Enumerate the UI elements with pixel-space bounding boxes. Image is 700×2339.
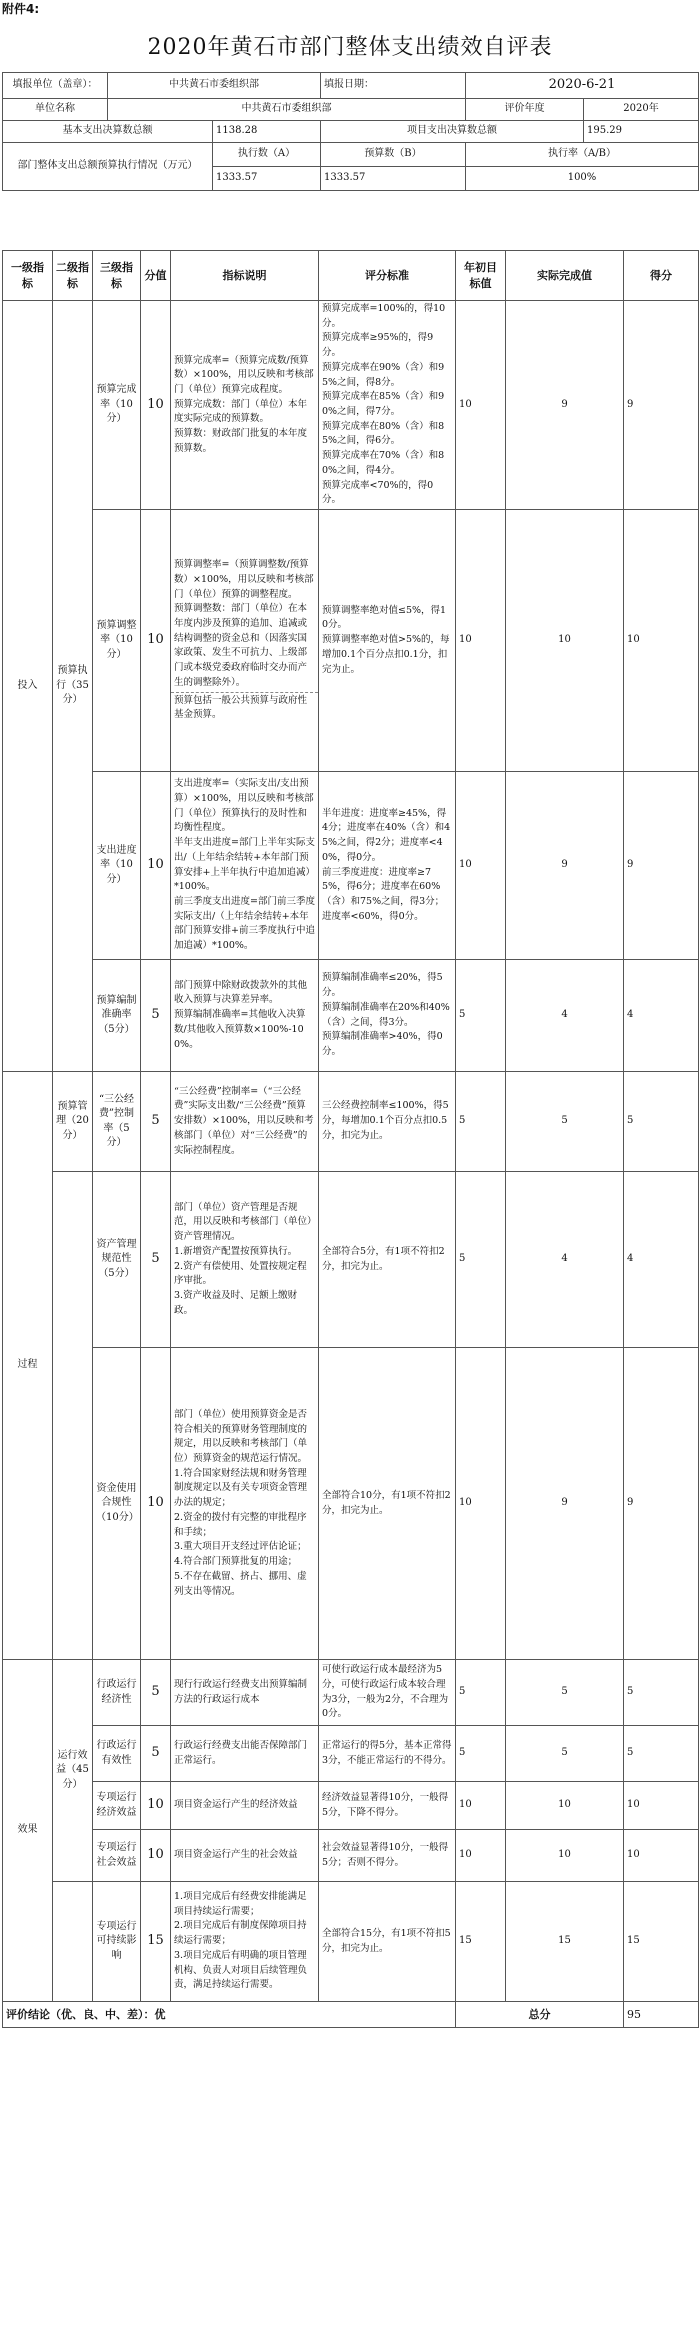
basic-expense-value: 1138.28: [213, 121, 321, 143]
indicator-score: 9: [624, 301, 699, 510]
indicator-name: 预算完成率（10分）: [93, 301, 141, 510]
indicator-criteria: 预算调整率绝对值≤5%，得10分。 预算调整率绝对值>5%的，每增加0.1个百分点扣0.1分，扣完为止。: [319, 510, 456, 772]
indicator-actual: 9: [506, 301, 624, 510]
indicator-name: 专项运行社会效益: [93, 1830, 141, 1882]
indicator-weight: 10: [141, 772, 171, 960]
table-row: [3, 1072, 699, 1172]
project-expense-label: 项目支出决算数总额: [321, 121, 584, 143]
header-l1: 一级指标: [3, 251, 53, 301]
indicator-name: 行政运行有效性: [93, 1726, 141, 1782]
page-title: 2020年黄石市部门整体支出绩效自评表: [147, 35, 553, 60]
indicator-target: 15: [456, 1882, 506, 2002]
table-row: [3, 301, 699, 510]
indicator-desc: 部门预算中除财政拨款外的其他收入预算与决算差异率。 预算编制准确率=其他收入决算数/其他收入预算数×100%-100%。: [171, 960, 319, 1072]
indicator-criteria: 全部符合15分，有1项不符扣5分，扣完为止。: [319, 1882, 456, 2002]
indicator-desc-main: 预算调整率=（预算调整数/预算数）×100%，用以反映和考核部门（单位）预算的调整程度。 预算调整数：部门（单位）在本年度内涉及预算的追加、追减或结构调整的资金总和（因落实国家政策、发生不可抗力、上级部门或本级党委政府临时交办而产生的调整除外）。: [174, 559, 314, 688]
plan-label: 预算数（B）: [321, 143, 466, 167]
group-budget-exec: 预算执行（35分）: [53, 301, 93, 1072]
table-row: [3, 772, 699, 960]
table-row: [3, 1830, 699, 1882]
indicator-score: 5: [624, 1726, 699, 1782]
date-value: 2020-6-21: [466, 73, 699, 99]
indicator-criteria: 全部符合10分，有1项不符扣2分，扣完为止。: [319, 1348, 456, 1660]
table-row: [3, 1348, 699, 1660]
indicator-score: 10: [624, 1782, 699, 1830]
indicator-target: 10: [456, 1830, 506, 1882]
year-label: 评价年度: [466, 99, 584, 121]
unit-value: 中共黄石市委组织部: [108, 73, 321, 99]
indicator-weight: 10: [141, 301, 171, 510]
header-criteria: 评分标准: [319, 251, 456, 301]
indicator-desc: 1.项目完成后有经费安排能满足项目持续运行需要； 2.项目完成后有制度保障项目持续运行需要； 3.项目完成后有明确的项目管理机构、负责人对项目后续管理负责，满足持续运行需要。: [171, 1882, 319, 2002]
indicator-target: 5: [456, 1072, 506, 1172]
indicator-score: 9: [624, 772, 699, 960]
table-row: [3, 1172, 699, 1348]
indicator-name: 行政运行经济性: [93, 1660, 141, 1726]
indicator-criteria: 正常运行的得5分，基本正常得3分，不能正常运行的不得分。: [319, 1726, 456, 1782]
indicator-name: 资产管理规范性（5分）: [93, 1172, 141, 1348]
indicator-weight: 15: [141, 1882, 171, 2002]
budget-execution-label: 部门整体支出总额预算执行情况（万元）: [3, 143, 213, 191]
indicator-desc: 项目资金运行产生的经济效益: [171, 1782, 319, 1830]
indicator-desc: 支出进度率=（实际支出/支出预算）×100%，用以反映和考核部门（单位）预算执行的及时性和均衡性程度。 半年支出进度=部门上半年实际支出/（上年结余结转+本年部门预算安排+上半年执行中追加追减）*100%。 前三季度支出进度=部门前三季度实际支出/（上年结余结转+本年部门预算安排+前三季度执行中追加追减）*100%。: [171, 772, 319, 960]
indicator-target: 10: [456, 510, 506, 772]
indicator-criteria: 三公经费控制率≤100%，得5分，每增加0.1个百分点扣0.5分，扣完为止。: [319, 1072, 456, 1172]
table-row: [3, 1782, 699, 1830]
indicator-name: 预算编制准确率（5分）: [93, 960, 141, 1072]
header-l3: 三级指标: [93, 251, 141, 301]
indicator-actual: 4: [506, 960, 624, 1072]
header-score: 得分: [624, 251, 699, 301]
indicator-score: 5: [624, 1660, 699, 1726]
indicator-target: 10: [456, 772, 506, 960]
attachment-label: 附件4:: [2, 2, 40, 16]
indicator-score: 5: [624, 1072, 699, 1172]
name-value: 中共黄石市委组织部: [108, 99, 466, 121]
indicator-actual: 5: [506, 1660, 624, 1726]
indicator-name: 专项运行可持续影响: [93, 1882, 141, 2002]
indicator-desc: 行政运行经费支出能否保障部门正常运行。: [171, 1726, 319, 1782]
table-row: [3, 960, 699, 1072]
indicator-actual: 9: [506, 772, 624, 960]
indicator-weight: 5: [141, 1072, 171, 1172]
indicator-target: 5: [456, 1660, 506, 1726]
indicator-score: 15: [624, 1882, 699, 2002]
indicator-criteria: 社会效益显著得10分，一般得5分；否则不得分。: [319, 1830, 456, 1882]
rate-label: 执行率（A/B）: [466, 143, 699, 167]
group-process: 过程: [3, 1072, 53, 1660]
indicator-desc: “三公经费”控制率=（“三公经费”实际支出数/“三公经费”预算安排数）×100%，用以反映和考核部门（单位）对“三公经费”的实际控制程度。: [171, 1072, 319, 1172]
total-value: 95: [624, 2002, 699, 2028]
header-l2: 二级指标: [53, 251, 93, 301]
indicator-target: 5: [456, 1172, 506, 1348]
indicator-criteria: 经济效益显著得10分，一般得5分，下降不得分。: [319, 1782, 456, 1830]
indicator-actual: 10: [506, 510, 624, 772]
header-weight: 分值: [141, 251, 171, 301]
evaluation-conclusion: 评价结论（优、良、中、差）：优: [3, 2002, 456, 2028]
indicator-desc: [171, 510, 319, 772]
table-row: [3, 1726, 699, 1782]
indicator-criteria: 半年进度：进度率≥45%，得4分；进度率在40%（含）和45%之间，得2分；进度率<40%，得0分。 前三季度进度：进度率≥75%，得6分；进度率在60%（含）和75%之间，得3分；进度率<60%，得0分。: [319, 772, 456, 960]
header-actual: 实际完成值: [506, 251, 624, 301]
rate-value: 100%: [466, 167, 699, 191]
info-table: [2, 72, 699, 191]
indicator-actual: 9: [506, 1348, 624, 1660]
group-budget-mgmt: 预算管理（20分）: [53, 1072, 93, 1172]
exec-label: 执行数（A）: [213, 143, 321, 167]
indicator-score: 9: [624, 1348, 699, 1660]
indicator-score: 4: [624, 1172, 699, 1348]
indicator-actual: 5: [506, 1072, 624, 1172]
indicator-weight: 10: [141, 1348, 171, 1660]
name-label: 单位名称: [3, 99, 108, 121]
indicator-name: 预算调整率（10分）: [93, 510, 141, 772]
indicator-desc: 部门（单位）资产管理是否规范，用以反映和考核部门（单位）资产管理情况。 1.新增资产配置按预算执行。 2.资产有偿使用、处置按规定程序审批。 3.资产收益及时、足额上缴财政。: [171, 1172, 319, 1348]
indicator-target: 10: [456, 1782, 506, 1830]
group-operation: 运行效益（45分）: [53, 1660, 93, 1882]
indicator-criteria: 预算完成率=100%的，得10分。 预算完成率≥95%的，得9分。 预算完成率在90%（含）和95%之间，得8分。 预算完成率在85%（含）和90%之间，得7分。 预算完成率在80%（含）和85%之间，得6分。 预算完成率在70%（含）和80%之间，得4分。 预算完成率<70%的，得0分。: [319, 301, 456, 510]
group-asset-mgmt: [53, 1172, 93, 1660]
indicator-table: [2, 250, 699, 2028]
table-row: [3, 1660, 699, 1726]
indicator-weight: 5: [141, 960, 171, 1072]
project-expense-value: 195.29: [584, 121, 699, 143]
header-target: 年初目标值: [456, 251, 506, 301]
date-label: 填报日期：: [321, 73, 466, 99]
group-effect: 效果: [3, 1660, 53, 2002]
indicator-criteria: 预算编制准确率≤20%，得5分。 预算编制准确率在20%和40%（含）之间，得3分。 预算编制准确率>40%，得0分。: [319, 960, 456, 1072]
indicator-actual: 15: [506, 1882, 624, 2002]
indicator-target: 5: [456, 960, 506, 1072]
indicator-actual: 5: [506, 1726, 624, 1782]
indicator-score: 10: [624, 510, 699, 772]
table-row: [3, 1882, 699, 2002]
indicator-target: 10: [456, 1348, 506, 1660]
indicator-actual: 10: [506, 1830, 624, 1882]
indicator-desc: 现行行政运行经费支出预算编制方法的行政运行成本: [171, 1660, 319, 1726]
indicator-desc-note: 预算包括一般公共预算与政府性基金预算。: [171, 692, 318, 724]
year-value: 2020年: [584, 99, 699, 121]
header-desc: 指标说明: [171, 251, 319, 301]
indicator-criteria: 可使行政运行成本最经济为5分，可使行政运行成本较合理为3分，一般为2分，不合理为0分。: [319, 1660, 456, 1726]
indicator-target: 10: [456, 301, 506, 510]
table-row: [3, 510, 699, 772]
indicator-weight: 10: [141, 1830, 171, 1882]
plan-value: 1333.57: [321, 167, 466, 191]
indicator-target: 5: [456, 1726, 506, 1782]
indicator-criteria: 全部符合5分，有1项不符扣2分，扣完为止。: [319, 1172, 456, 1348]
indicator-weight: 5: [141, 1660, 171, 1726]
indicator-weight: 10: [141, 510, 171, 772]
indicator-name: “三公经费”控制率（5分）: [93, 1072, 141, 1172]
indicator-name: 资金使用合规性（10分）: [93, 1348, 141, 1660]
indicator-actual: 4: [506, 1172, 624, 1348]
group-sustain: [53, 1882, 93, 2002]
indicator-weight: 5: [141, 1172, 171, 1348]
indicator-score: 4: [624, 960, 699, 1072]
indicator-score: 10: [624, 1830, 699, 1882]
indicator-actual: 10: [506, 1782, 624, 1830]
basic-expense-label: 基本支出决算数总额: [3, 121, 213, 143]
indicator-desc: 部门（单位）使用预算资金是否符合相关的预算财务管理制度的规定，用以反映和考核部门（单位）预算资金的规范运行情况。 1.符合国家财经法规和财务管理制度规定以及有关专项资金管理办法的规定； 2.资金的拨付有完整的审批程序和手续； 3.重大项目开支经过评估论证； 4.符合部门预算批复的用途； 5.不存在截留、挤占、挪用、虚列支出等情况。: [171, 1348, 319, 1660]
indicator-desc: 预算完成率=（预算完成数/预算数）×100%，用以反映和考核部门（单位）预算完成程度。 预算完成数：部门（单位）本年度实际完成的预算数。 预算数：财政部门批复的本年度预算数。: [171, 301, 319, 510]
exec-value: 1333.57: [213, 167, 321, 191]
indicator-name: 支出进度率（10分）: [93, 772, 141, 960]
indicator-name: 专项运行经济效益: [93, 1782, 141, 1830]
group-input: 投入: [3, 301, 53, 1072]
total-label: 总分: [456, 2002, 624, 2028]
indicator-weight: 5: [141, 1726, 171, 1782]
indicator-desc: 项目资金运行产生的社会效益: [171, 1830, 319, 1882]
indicator-weight: 10: [141, 1782, 171, 1830]
unit-label: 填报单位（盖章）：: [3, 73, 108, 99]
